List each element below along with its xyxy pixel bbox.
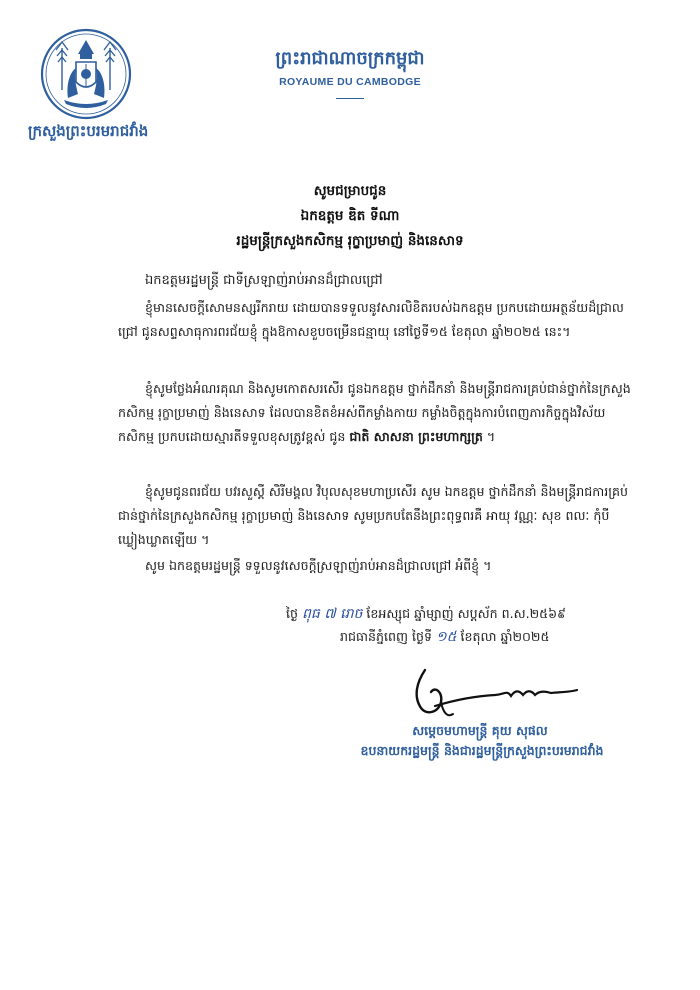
handwritten-signature-icon: [395, 662, 585, 724]
paragraph-end-mark: ។: [486, 429, 496, 444]
kingdom-title-khmer: ព្រះរាជាណាចក្រកម្ពុជា: [275, 48, 425, 69]
salutation: ឯកឧត្តមរដ្ឋមន្ត្រី ជាទីស្រឡាញ់រាប់អានដ៏ជ្រាលជ្រៅ: [145, 273, 383, 288]
lunar-date-line: [286, 604, 566, 625]
lunar-suffix: ខែអស្សុជ ឆ្នាំម្សាញ់ សប្តស័ក ព.ស.២៥៦៩: [366, 606, 566, 621]
paragraph-thanks-message: ខ្ញុំមានសេចក្តីសោមនស្សរីករាយ ដោយបានទទួលនូវសារលិខិតរបស់ឯកឧត្តម ប្រកបដោយអត្ថន័យដ៏ជ្រាលជ្រៅ ជូនសព្ទសាធុការពរជ័យខ្ញុំ ក្នុងឱកាសខួបចម្រើនជន្មាយុ នៅថ្ងៃទី១៥ ខែតុលា ឆ្នាំ២០២៥ នេះ។: [118, 300, 624, 339]
royal-emblem-icon: [40, 28, 132, 120]
recipient-name: ឯកឧត្តម ឌិត ទីណា: [300, 208, 400, 224]
closing-line: សូម ឯកឧត្តមរដ្ឋមន្ត្រី ទទួលនូវសេចក្តីស្រឡាញ់រាប់អានដ៏ជ្រាលជ្រៅ អំពីខ្ញុំ ។: [145, 558, 492, 573]
recipient-greeting: សូមជម្រាបជូន: [313, 183, 387, 199]
nation-religion-king-emphasis: ជាតិ សាសនា ព្រះមហាក្សត្រ: [349, 429, 483, 444]
title-divider: [336, 98, 364, 99]
signer-name: សម្តេចមហាមន្ត្រី គុយ សុផល: [412, 723, 548, 738]
gregorian-date-line: [340, 627, 549, 648]
paragraph-text: ខ្ញុំសូមថ្លែងអំណរគុណ និងសូមកោតសរសើរ ជូនឯកឧត្តម ថ្នាក់ដឹកនាំ និងមន្ត្រីរាជការគ្រប់ជាន់ថ្នាក់នៃក្រសួងកសិកម្ម រុក្ខាប្រមាញ់ និងនេសាទ ដែលបានខិតខំអស់ពីកម្លាំងកាយ កម្លាំងចិត្តក្នុងការបំពេញភារកិច្ចក្នុងវិស័យកសិកម្ម ប្រកបដោយស្មារតីទទួលខុសត្រូវខ្ពស់ ជូន: [118, 381, 631, 444]
place-prefix: រាជធានីភ្នំពេញ ថ្ងៃទី: [340, 629, 432, 644]
day-handwritten: ១៥: [435, 629, 457, 645]
paragraph-appreciation: [118, 377, 638, 449]
recipient-title: រដ្ឋមន្ត្រីក្រសួងកសិកម្ម រុក្ខាប្រមាញ់ និងនេសាទ: [236, 233, 464, 249]
lunar-prefix: ថ្ងៃ: [286, 606, 298, 621]
paragraph-blessings: ខ្ញុំសូមជូនពរជ័យ បវរសួស្តី សិរីមង្គល វិបុលសុខមហាប្រសើរ សូម ឯកឧត្តម ថ្នាក់ដឹកនាំ និងមន្ត្រីរាជការគ្រប់ជាន់ថ្នាក់នៃក្រសួងកសិកម្ម រុក្ខាប្រមាញ់ និងនេសាទ សូមប្រកបតែនឹងព្រះពុទ្ធពរគឺ អាយុ វណ្ណៈ សុខ ពលៈ កុំបីឃ្លៀងឃ្លាតឡើយ ។: [118, 484, 628, 547]
kingdom-title-french: ROYAUME DU CAMBODGE: [279, 76, 421, 88]
signer-title: ឧបនាយករដ្ឋមន្ត្រី និងជារដ្ឋមន្ត្រីក្រសួងព្រះបរមរាជវាំង: [360, 743, 604, 758]
lunar-day-handwritten: ពុធ ៧ រោច: [302, 606, 363, 622]
month-year: ខែតុលា ឆ្នាំ២០២៥: [460, 629, 550, 644]
ministry-name: ក្រសួងព្រះបរមរាជវាំង: [28, 122, 149, 140]
